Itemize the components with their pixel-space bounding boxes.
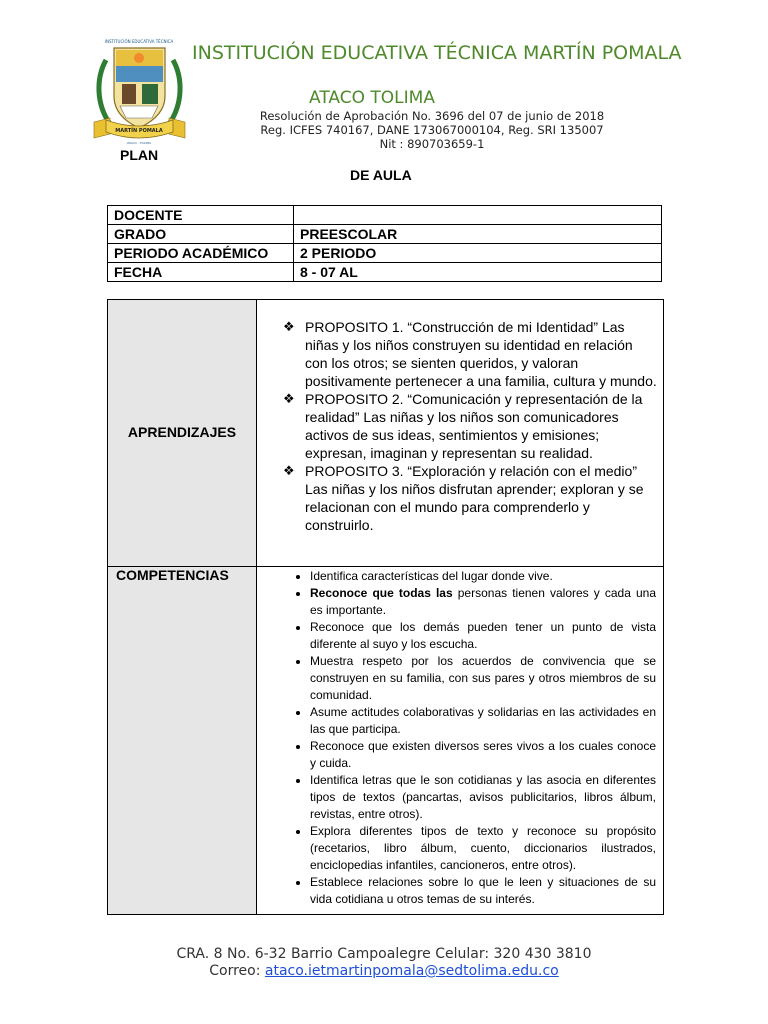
aprendizajes-label: APRENDIZAJES [108, 300, 257, 567]
table-row [108, 244, 662, 263]
list-item [283, 462, 657, 534]
list-item: • Identifica características del lugar donde vive. [310, 568, 656, 585]
crest-top-text: INSTITUCIÓN EDUCATIVA TÉCNICA [104, 39, 174, 44]
crest-bottom-text: ATACO - TOLIMA [126, 141, 152, 145]
competencias-list [258, 568, 662, 908]
info-label: DOCENTE [108, 206, 294, 225]
competencias-label: COMPETENCIAS [108, 567, 257, 915]
list-item: • Reconoce que los demás pueden tener un punto de vista diferente al suyo y los escucha. [310, 619, 656, 653]
list-item [283, 318, 657, 390]
registration-line: Reg. ICFES 740167, DANE 173067000104, Reg. SRI 135007 [260, 123, 604, 137]
city-name: ATACO TOLIMA [309, 88, 435, 108]
list-item [283, 390, 657, 462]
list-item: • Muestra respeto por los acuerdos de convivencia que se construyen en su familia, con sus pares y otros miembros de su comunidad. [310, 653, 656, 704]
diamond-bullet-icon: ❖ [283, 463, 295, 478]
table-row [108, 263, 662, 282]
table-row [108, 206, 662, 225]
proposito-text: PROPOSITO 2. “Comunicación y representación de la realidad” Las niñas y los niños son comunicadores activos de sus ideas, sentimientos y emisiones; expresan, imaginan y representan su realidad. [305, 391, 643, 461]
item-rest: personas tienen valores y cada una es importante. [310, 586, 656, 617]
info-value: 8 - 07 AL [294, 263, 662, 282]
footer-contact [0, 963, 768, 979]
proposito-text: PROPOSITO 3. “Exploración y relación con el medio” Las niñas y los niños disfrutan aprender; exploran y se relacionan con el mundo para comprenderlo y construirlo. [305, 463, 644, 533]
school-crest-logo [92, 38, 187, 150]
info-label: PERIODO ACADÉMICO [108, 244, 294, 263]
resolution-line: Resolución de Aprobación No. 3696 del 07 de junio de 2018 [259, 109, 605, 123]
competencias-row [108, 567, 664, 915]
list-item [310, 585, 656, 619]
info-value: 2 PERIODO [294, 244, 662, 263]
info-label: FECHA [108, 263, 294, 282]
title-plan: PLAN [120, 147, 159, 163]
school-name: INSTITUCIÓN EDUCATIVA TÉCNICA MARTÍN POMALA [192, 42, 682, 64]
footer-address: CRA. 8 No. 6-32 Barrio Campoalegre Celular: 320 430 3810 [176, 946, 592, 962]
info-value [294, 206, 662, 225]
info-value: PREESCOLAR [294, 225, 662, 244]
info-label: GRADO [108, 225, 294, 244]
proposito-text: PROPOSITO 1. “Construcción de mi Identidad” Las niñas y los niños construyen su identidad en relación con los otros; se sienten queridos, y valoran positivamente pertenecer a una familia, cultura y mundo. [305, 319, 657, 389]
list-item: • Reconoce que existen diversos seres vivos a los cuales conoce y cuida. [310, 738, 656, 772]
aprendizajes-content [257, 300, 664, 567]
info-table [107, 205, 662, 282]
aprendizajes-row [108, 300, 664, 567]
email-link[interactable]: ataco.ietmartinpomala@sedtolima.edu.co [264, 963, 559, 979]
list-item: • Identifica letras que le son cotidianas y las asocia en diferentes tipos de textos (pancartas, avisos publicitarios, libros álbum, revistas, entre otros). [310, 772, 656, 823]
title-de-aula: DE AULA [350, 167, 412, 183]
email-label: Correo: [209, 963, 265, 979]
list-item: • Asume actitudes colaborativas y solidarias en las actividades en las que participa. [310, 704, 656, 738]
nit-line: Nit : 890703659-1 [379, 137, 485, 151]
diamond-bullet-icon: ❖ [283, 391, 295, 406]
diamond-bullet-icon: ❖ [283, 319, 295, 334]
table-row [108, 225, 662, 244]
plan-table [107, 299, 664, 915]
list-item: • Establece relaciones sobre lo que le leen y situaciones de su vida cotidiana u otros temas de su interés. [310, 874, 656, 908]
resolution-info [192, 109, 672, 151]
list-item: • Explora diferentes tipos de texto y reconoce su propósito (recetarios, libro álbum, cuento, diccionarios ilustrados, enciclopedias infantiles, cancioneros, entre otros). [310, 823, 656, 874]
bold-phrase: Reconoce que todas las [310, 586, 453, 600]
competencias-content [257, 567, 664, 915]
crest-banner-text: MARTÍN POMALA [115, 128, 163, 134]
